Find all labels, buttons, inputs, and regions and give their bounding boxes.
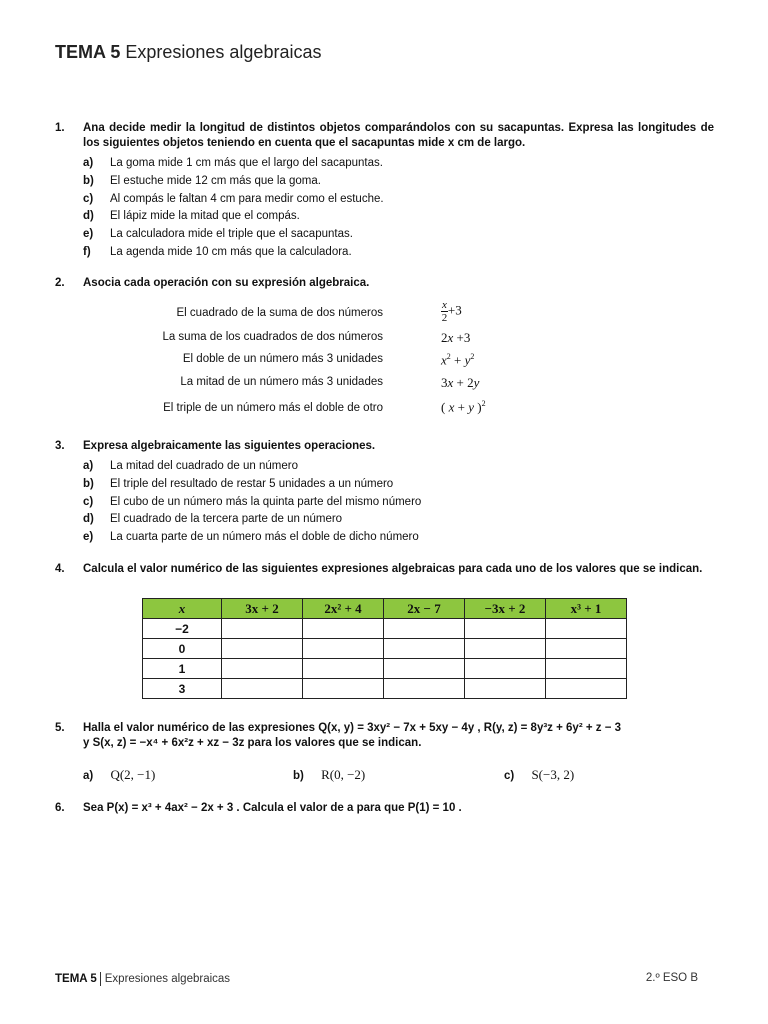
- expression-half-x-plus-3: $\frac{x}{2}$ +3: [441, 299, 462, 324]
- subitem: [293, 767, 365, 783]
- x-value-cell: 3: [143, 679, 222, 699]
- operation-label: El triple de un número más el doble de otro: [163, 402, 383, 414]
- subitem-letter: b): [83, 175, 94, 188]
- table-row: [143, 659, 627, 679]
- question-4: [55, 562, 714, 577]
- answer-cell[interactable]: [546, 659, 627, 679]
- subitem-list: [83, 458, 714, 546]
- table-row: [143, 679, 627, 699]
- question-text: Sea P(x) = x³ + 4ax² − 2x + 3 . Calcula el valor de a para que P(1) = 10 .: [83, 802, 462, 814]
- subitem: [83, 511, 714, 529]
- x-value-cell: 0: [143, 639, 222, 659]
- subitem-text: El cubo de un número más la quinta parte del mismo número: [110, 495, 422, 508]
- subitem: [83, 458, 714, 476]
- question-3: [55, 439, 714, 546]
- subitem-letter: c): [83, 495, 94, 508]
- topic-title: Expresiones algebraicas: [125, 42, 322, 62]
- subitem-letter: a): [83, 460, 94, 473]
- answer-cell[interactable]: [222, 659, 303, 679]
- table-row: [143, 619, 627, 639]
- subitem-text: El estuche mide 12 cm más que la goma.: [110, 175, 321, 188]
- question-5: [55, 721, 714, 751]
- answer-cell[interactable]: [465, 659, 546, 679]
- subitem: [83, 190, 714, 208]
- subitem: [83, 226, 714, 244]
- expression-2x-plus-3: 2x +3: [441, 330, 471, 345]
- question-text: Calcula el valor numérico de las siguientes expresiones algebraicas para cada uno de los valores que se indican.: [83, 563, 703, 575]
- subitem-list: [83, 155, 714, 261]
- column-header: x: [143, 599, 222, 619]
- subitem-text: Q(2, −1): [110, 767, 156, 782]
- values-table: [142, 598, 627, 699]
- subitem-letter: a): [83, 157, 94, 170]
- answer-cell[interactable]: [303, 619, 384, 639]
- subitem-text: R(0, −2): [321, 767, 366, 782]
- subitem-letter: a): [83, 770, 94, 782]
- answer-cell[interactable]: [222, 679, 303, 699]
- association-exercise: [55, 300, 555, 425]
- operation-label: El doble de un número más 3 unidades: [182, 353, 383, 365]
- answer-cell[interactable]: [546, 639, 627, 659]
- answer-cell[interactable]: [303, 659, 384, 679]
- answer-cell[interactable]: [222, 619, 303, 639]
- page-title: [55, 42, 321, 63]
- subitem-text: La cuarta parte de un número más el doble de dicho número: [110, 531, 419, 544]
- question-text: Ana decide medir la longitud de distintos objetos comparándolos con su sacapuntas. Expresa las longitudes de los siguientes objetos teniendo en cuenta que el sacapuntas mide x cm de largo.: [83, 122, 714, 149]
- answer-cell[interactable]: [303, 679, 384, 699]
- subitem: [83, 208, 714, 226]
- subitem-text: La agenda mide 10 cm más que la calculadora.: [110, 245, 352, 258]
- question-number: 5.: [55, 722, 65, 734]
- subitem: [83, 529, 714, 547]
- question-number: 4.: [55, 563, 65, 575]
- answer-cell[interactable]: [384, 619, 465, 639]
- question-line-1: Halla el valor numérico de las expresiones Q(x, y) = 3xy² − 7x + 5xy − 4y , R(y, z) = 8y³z + 6y² + z − 3: [83, 722, 622, 734]
- topic-number: TEMA 5: [55, 42, 121, 62]
- question-6: [55, 801, 714, 816]
- question-number: 6.: [55, 802, 65, 814]
- subitem-letter: e): [83, 531, 94, 544]
- subitem-letter: f): [83, 245, 91, 258]
- answer-cell[interactable]: [465, 619, 546, 639]
- x-value-cell: 1: [143, 659, 222, 679]
- subitem-letter: d): [83, 210, 94, 223]
- subitem-letter: c): [504, 770, 515, 782]
- subitem-letter: e): [83, 228, 94, 241]
- question-text: Asocia cada operación con su expresión algebraica.: [83, 277, 370, 289]
- question-text: Expresa algebraicamente las siguientes operaciones.: [83, 440, 376, 452]
- answer-cell[interactable]: [465, 639, 546, 659]
- subitem-text: S(−3, 2): [531, 767, 575, 782]
- column-header: 2x² + 4: [303, 599, 384, 619]
- subitem: [504, 767, 574, 783]
- subitem-letter: c): [83, 192, 94, 205]
- answer-cell[interactable]: [384, 639, 465, 659]
- answer-cell[interactable]: [546, 679, 627, 699]
- footer-topic-number: TEMA 5: [55, 973, 97, 986]
- subitem: [83, 155, 714, 173]
- question-2: [55, 276, 714, 291]
- answer-cell[interactable]: [384, 659, 465, 679]
- footer-divider: [100, 972, 101, 986]
- subitem: [83, 493, 714, 511]
- subitem-text: La mitad del cuadrado de un número: [110, 460, 298, 473]
- expression-sum-of-squares: $x^2 + y^2$: [441, 352, 475, 368]
- question-number: 2.: [55, 277, 65, 289]
- subitem-letter: d): [83, 513, 94, 526]
- subitem: [83, 767, 155, 783]
- subitem: [83, 243, 714, 261]
- column-header: 3x + 2: [222, 599, 303, 619]
- question-number: 3.: [55, 440, 65, 452]
- table-header-row: [143, 599, 627, 619]
- subitem-text: El triple del resultado de restar 5 unidades a un número: [110, 478, 394, 491]
- table-row: [143, 639, 627, 659]
- question-1: [55, 121, 714, 261]
- question-text: [83, 721, 714, 751]
- question-line-2: y S(x, z) = −x⁴ + 6x²z + xz − 3z para los valores que se indican.: [83, 737, 422, 749]
- column-header: 2x − 7: [384, 599, 465, 619]
- operation-label: La mitad de un número más 3 unidades: [180, 376, 383, 388]
- subitem-text: El lápiz mide la mitad que el compás.: [110, 210, 300, 223]
- subitem: [83, 476, 714, 494]
- subitem-text: Al compás le faltan 4 cm para medir como el estuche.: [110, 192, 384, 205]
- footer-course: 2.º ESO B: [645, 972, 698, 984]
- answer-cell[interactable]: [303, 639, 384, 659]
- subitem-text: La goma mide 1 cm más que el largo del sacapuntas.: [110, 157, 383, 170]
- answer-cell[interactable]: [465, 679, 546, 699]
- operation-label: El cuadrado de la suma de dos números: [176, 307, 383, 319]
- subitem-letter: b): [293, 770, 304, 782]
- footer-topic: [55, 972, 230, 986]
- expression-3x-plus-2y: 3x + 2y: [441, 375, 480, 390]
- column-header: x³ + 1: [546, 599, 627, 619]
- operation-label: La suma de los cuadrados de dos números: [162, 331, 383, 343]
- question-number: 1.: [55, 122, 65, 134]
- answer-cell[interactable]: [222, 639, 303, 659]
- answer-cell[interactable]: [384, 679, 465, 699]
- x-value-cell: −2: [143, 619, 222, 639]
- expression-square-of-sum: ( x + y )$^2$: [441, 399, 486, 415]
- subitem: [83, 173, 714, 191]
- subitem-text: El cuadrado de la tercera parte de un número: [110, 513, 343, 526]
- column-header: −3x + 2: [465, 599, 546, 619]
- subitem-letter: b): [83, 478, 94, 491]
- subitem-text: La calculadora mide el triple que el sacapuntas.: [110, 228, 353, 241]
- footer-topic-title: Expresiones algebraicas: [104, 973, 231, 986]
- answer-cell[interactable]: [546, 619, 627, 639]
